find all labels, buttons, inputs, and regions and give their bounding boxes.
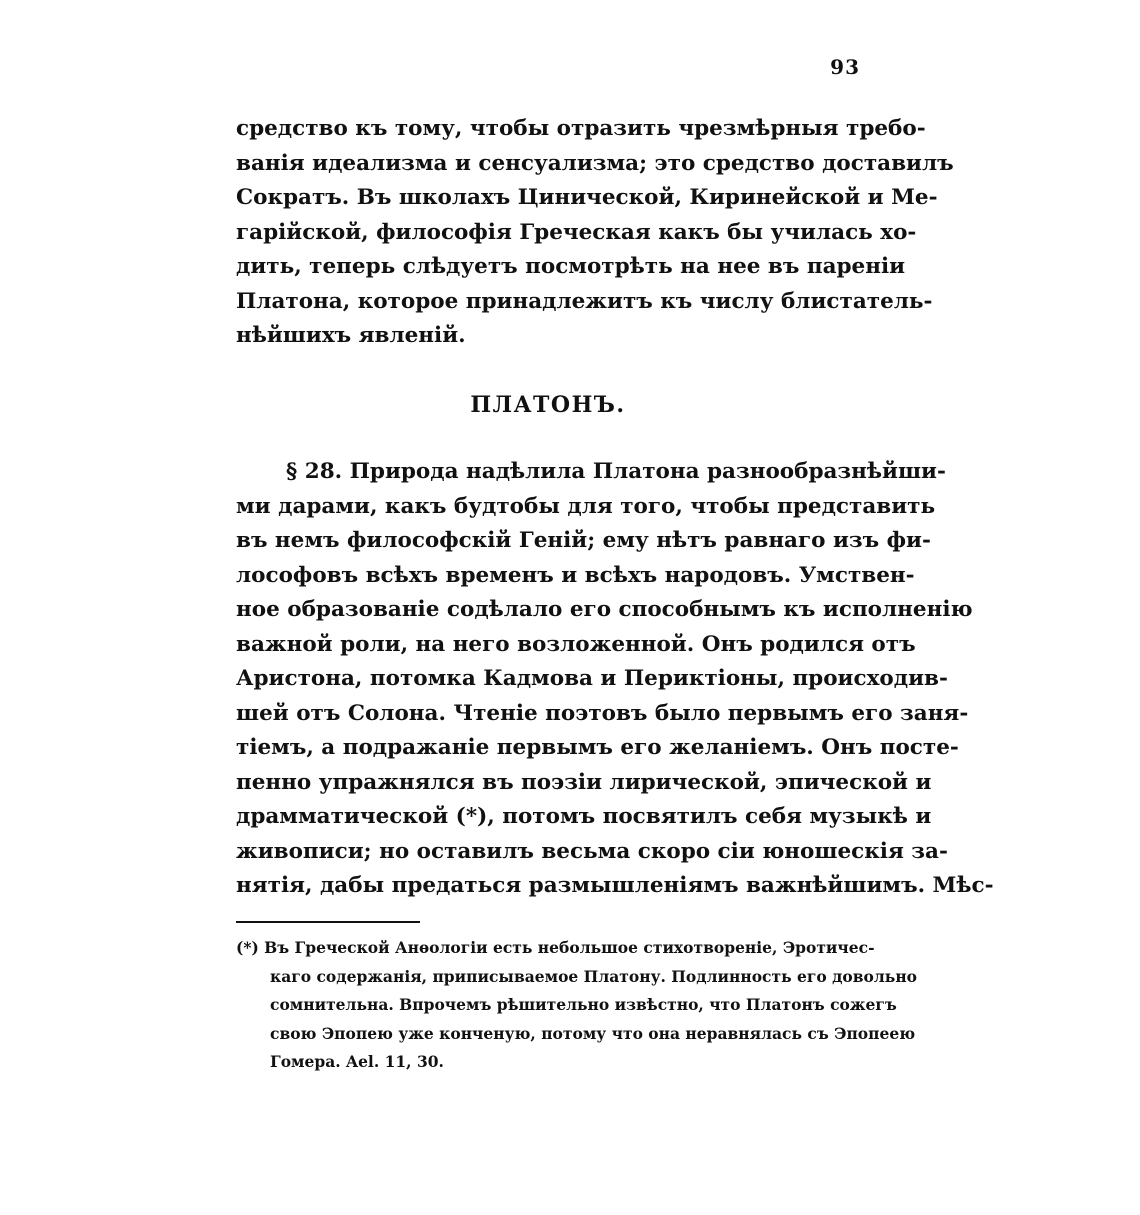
page-number: 93	[830, 55, 860, 79]
footnote	[236, 934, 918, 1077]
footnote-line: Гомера. Ael. 11, 30.	[270, 1052, 444, 1071]
text-line: § 28. Природа надѣлила Платона разнообразнѣйши-	[286, 459, 946, 484]
text-line: ванія идеализма и сенсуализма; это средство доставилъ	[236, 150, 954, 176]
text-line: живописи; но оставилъ весьма скоро сіи юношескія за-	[236, 838, 948, 864]
text-line: въ немъ философскій Геній; ему нѣтъ равнаго изъ фи-	[236, 528, 931, 553]
text-line: гарійской, философія Греческая какъ бы училась хо-	[236, 219, 917, 245]
text-line: драмматической (*), потомъ посвятилъ себя музыкѣ и	[236, 804, 932, 829]
text-line: тіемъ, а подражаніе первымъ его желаніемъ. Онъ посте-	[236, 735, 959, 760]
text-line: средство къ тому, чтобы отразить чрезмѣрныя требо-	[236, 116, 926, 141]
text-line: Аристона, потомка Кадмова и Периктіоны, происходив-	[236, 666, 948, 691]
text-line: дить, теперь слѣдуетъ посмотрѣть на нее въ пареніи	[236, 254, 906, 279]
text-line: пенно упражнялся въ поэзіи лирической, эпической и	[236, 769, 932, 795]
section-paragraph	[236, 455, 994, 904]
intro-paragraph	[236, 112, 954, 354]
footnote-line: (*) Въ Греческой Анѳологіи есть небольшое стихотвореніе, Эротичес-	[236, 938, 875, 957]
text-line: важной роли, на него возложенной. Онъ родился отъ	[236, 631, 916, 657]
text-line: шей отъ Солона. Чтеніе поэтовъ было первымъ его заня-	[236, 700, 969, 726]
text-line: Сократъ. Въ школахъ Цинической, Киринейской и Ме-	[236, 185, 938, 210]
text-line: Платона, которое принадлежитъ къ числу блистатель-	[236, 288, 933, 314]
footnote-line: каго содержанія, приписываемое Платону. Подлинность его довольно	[270, 966, 918, 986]
text-line: лософовъ всѣхъ временъ и всѣхъ народовъ. Умствен-	[236, 562, 915, 588]
section-heading: ПЛАТОНЪ.	[470, 392, 626, 418]
footnote-divider	[236, 921, 420, 923]
footnote-line: свою Эпопею уже конченую, потому что она неравнялась съ Эпопеею	[270, 1023, 916, 1043]
text-line: ное образованіе содѣлало его способнымъ къ исполненію	[236, 597, 973, 622]
text-line: нятія, дабы предаться размышленіямъ важнѣйшимъ. Мѣс-	[236, 873, 994, 898]
text-line: нѣйшихъ явленій.	[236, 323, 466, 348]
footnote-line: сомнительна. Впрочемъ рѣшительно извѣстно, что Платонъ сожегъ	[270, 995, 897, 1014]
text-line: ми дарами, какъ будтобы для того, чтобы представить	[236, 493, 936, 519]
